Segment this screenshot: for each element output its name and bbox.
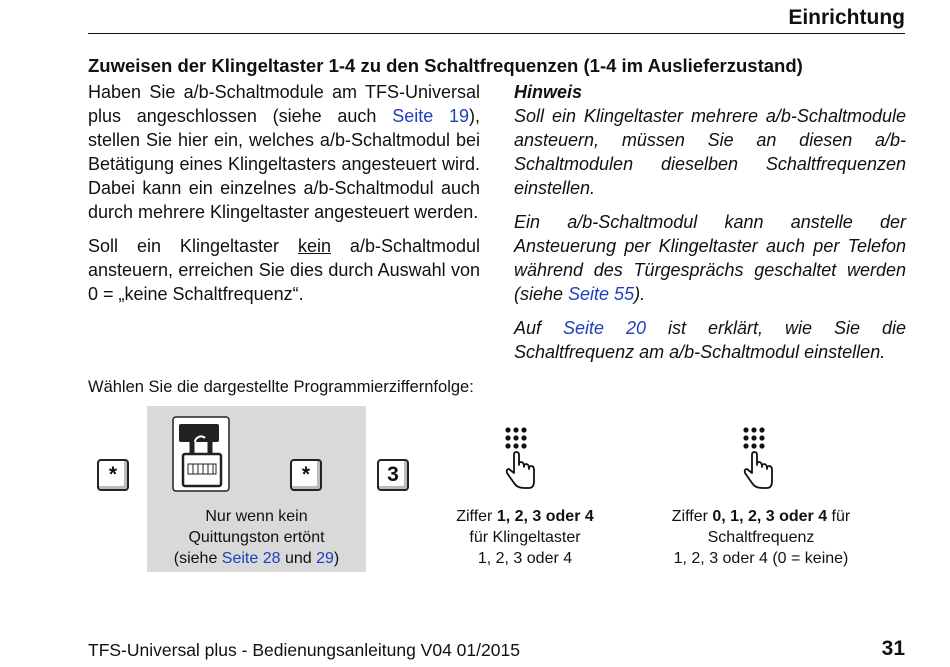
- note-heading: Hinweis: [514, 82, 583, 102]
- caption-line: 1, 2, 3 oder 4 (0 = keine): [673, 550, 849, 567]
- digit-caption-klingeltaster: [420, 506, 630, 569]
- caption-line: Schaltfrequenz: [707, 529, 815, 546]
- text: Auf: [514, 318, 563, 338]
- text: ist erklärt, wie Sie die Schaltfrequenz am a/b-Schaltmodul einstellen.: [514, 318, 906, 362]
- note-paragraph-3: [514, 316, 906, 364]
- keypad-press-icon: [738, 425, 778, 493]
- text: Ein a/b-Schaltmodul kann anstelle der Ansteuerung per Klingeltaster auch per Telefon während des Türgesprächs geschaltet werden (siehe: [514, 212, 906, 304]
- text: ).: [634, 284, 646, 304]
- underlined-word: kein: [297, 236, 331, 256]
- link-seite-55[interactable]: Seite 55: [568, 284, 635, 304]
- digit-caption-schaltfrequenz: [640, 506, 882, 569]
- left-column: [88, 80, 480, 316]
- keypad-press-icon: [500, 425, 540, 493]
- caption-line: [147, 548, 366, 569]
- page-number: 31: [881, 637, 905, 660]
- link-seite-20[interactable]: Seite 20: [563, 318, 647, 338]
- caption-line: [420, 506, 630, 527]
- header-section-title: Einrichtung: [788, 6, 905, 29]
- three-key: 3: [377, 459, 409, 491]
- gray-box-caption: [147, 506, 366, 569]
- link-seite-29[interactable]: 29: [316, 550, 334, 567]
- caption-line: 1, 2, 3 oder 4: [477, 550, 573, 567]
- link-seite-19[interactable]: Seite 19: [392, 106, 469, 126]
- instruction-text: Wählen Sie die dargestellte Programmierziffernfolge:: [88, 378, 474, 396]
- footer-document-title: TFS-Universal plus - Bedienungsanleitung V04 01/2015: [88, 640, 520, 660]
- caption-line: Quittungston ertönt: [188, 529, 325, 546]
- note-paragraph-1: Soll ein Klingeltaster mehrere a/b-Schaltmodule ansteuern, müssen Sie an diesen a/b-Schaltmodulen dieselben Schaltfrequenzen einstellen.: [514, 106, 906, 198]
- left-paragraph-2: [88, 234, 480, 306]
- left-paragraph-1: [88, 80, 480, 224]
- text: (siehe: [173, 550, 222, 567]
- text: ), stellen Sie hier ein, welches a/b-Schaltmodul bei Betätigung eines Klingeltasters angesteuert wird. Dabei kann ein einzelnes a/b-Schaltmodul auch durch mehrere Klingeltaster angesteuert werden.: [88, 106, 480, 222]
- caption-line: Nur wenn kein: [205, 508, 308, 525]
- text-bold: 1, 2, 3 oder 4: [496, 508, 594, 525]
- note-paragraph-2: [514, 210, 906, 306]
- caption-line: für Klingeltaster: [469, 529, 581, 546]
- text: Soll ein Klingeltaster: [88, 236, 298, 256]
- text: für: [827, 508, 851, 525]
- text: Haben Sie a/b-Schaltmodule am TFS-Universal plus angeschlossen (siehe auch: [88, 82, 480, 126]
- text: Ziffer: [456, 508, 497, 525]
- note-column: [514, 80, 906, 374]
- header-divider: [88, 33, 905, 34]
- text-bold: 0, 1, 2, 3 oder 4: [712, 508, 828, 525]
- caption-line: [640, 506, 882, 527]
- link-seite-28[interactable]: Seite 28: [221, 550, 281, 567]
- padlock-icon: [172, 416, 230, 492]
- text: ): [333, 550, 340, 567]
- star-key: *: [290, 459, 322, 491]
- section-title: Zuweisen der Klingeltaster 1-4 zu den Schaltfrequenzen (1-4 im Auslieferzustand): [88, 55, 803, 76]
- text: Ziffer: [671, 508, 713, 525]
- text: a/b-Schaltmodul ansteuern, erreichen Sie dies durch Auswahl von 0 = „keine Schaltfrequenz“.: [88, 236, 481, 304]
- text: und: [280, 550, 317, 567]
- star-key: *: [97, 459, 129, 491]
